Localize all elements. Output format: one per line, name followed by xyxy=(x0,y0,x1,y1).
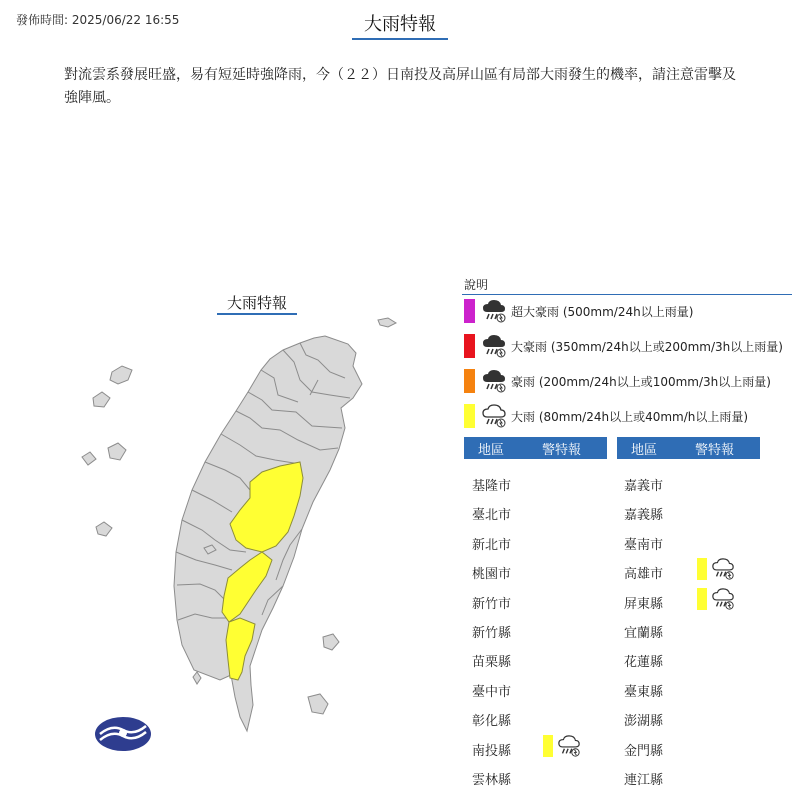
region-name: 彰化縣 xyxy=(472,714,512,729)
header-warning: 警特報 xyxy=(542,442,582,458)
heavy-rain-warning xyxy=(543,734,581,758)
region-name: 臺東縣 xyxy=(624,685,664,700)
cwa-logo-icon xyxy=(95,717,151,751)
legend-label: 大豪雨 (350mm/24h以上或200mm/3h以上雨量) xyxy=(511,339,783,354)
heavy-rain-warning xyxy=(697,587,735,611)
map-title: 大雨特報 xyxy=(217,293,297,315)
region-name: 澎湖縣 xyxy=(624,714,664,729)
heavy-rain-icon xyxy=(557,734,581,758)
issue-time: 發佈時間: 2025/06/22 16:55 xyxy=(16,13,180,27)
warning-swatch xyxy=(543,735,553,757)
legend-swatch xyxy=(464,369,475,393)
region-name: 連江縣 xyxy=(624,773,664,788)
torrential-rain-icon xyxy=(481,298,507,324)
region-name: 宜蘭縣 xyxy=(624,626,664,641)
region-name: 嘉義縣 xyxy=(624,508,664,523)
region-name: 花蓮縣 xyxy=(624,655,664,670)
region-name: 臺北市 xyxy=(472,508,512,523)
page-title: 大雨特報 xyxy=(352,12,448,40)
orchid-island xyxy=(308,694,328,714)
region-name: 南投縣 xyxy=(472,744,512,759)
matsu-island xyxy=(378,318,396,327)
legend-item-extreme-torrential xyxy=(464,298,693,324)
legend-item-super-torrential xyxy=(464,333,783,359)
kinmen-island xyxy=(110,366,132,384)
legend-label: 豪雨 (200mm/24h以上或100mm/3h以上雨量) xyxy=(511,374,771,389)
region-name: 苗栗縣 xyxy=(472,655,512,670)
torrential-rain-icon xyxy=(481,333,507,359)
legend-swatch xyxy=(464,404,475,428)
torrential-rain-icon xyxy=(481,368,507,394)
heavy-rain-warning xyxy=(697,557,735,581)
legend-label: 大雨 (80mm/24h以上或40mm/h以上雨量) xyxy=(511,409,749,424)
liuqiu-island xyxy=(193,672,201,684)
warning-swatch xyxy=(697,588,707,610)
heavy-rain-icon xyxy=(711,587,735,611)
region-name: 高雄市 xyxy=(624,567,664,582)
header-region: 地區 xyxy=(478,442,505,458)
green-island xyxy=(323,634,339,650)
region-name: 屏東縣 xyxy=(624,597,664,612)
penghu-island-2 xyxy=(108,443,126,460)
penghu-island-4 xyxy=(96,522,112,536)
region-name: 臺中市 xyxy=(472,685,512,700)
legend-swatch xyxy=(464,334,475,358)
region-name: 新竹縣 xyxy=(472,626,512,641)
region-name: 桃園市 xyxy=(472,567,512,582)
region-name: 金門縣 xyxy=(624,744,664,759)
region-name: 新北市 xyxy=(472,538,512,553)
table-header-left xyxy=(464,437,607,459)
legend-label: 超大豪雨 (500mm/24h以上雨量) xyxy=(511,304,694,319)
penghu-island-3 xyxy=(82,452,96,465)
legend-divider xyxy=(462,294,792,295)
warning-swatch xyxy=(697,558,707,580)
region-name: 雲林縣 xyxy=(472,773,512,788)
legend-item-heavy-rain xyxy=(464,403,748,429)
region-name: 基隆市 xyxy=(472,479,512,494)
legend-item-torrential xyxy=(464,368,771,394)
heavy-rain-icon xyxy=(711,557,735,581)
legend-title: 說明 xyxy=(464,278,489,292)
region-name: 嘉義市 xyxy=(624,479,664,494)
penghu-island-1 xyxy=(93,392,110,407)
table-header-right xyxy=(617,437,760,459)
legend-swatch xyxy=(464,299,475,323)
region-name: 新竹市 xyxy=(472,597,512,612)
header-warning: 警特報 xyxy=(695,442,735,458)
warning-summary: 對流雲系發展旺盛，易有短延時強降雨，今（２２）日南投及高屏山區有局部大雨發生的機率，請注意雷擊及強陣風。 xyxy=(64,67,736,106)
header-region: 地區 xyxy=(631,442,658,458)
region-name: 臺南市 xyxy=(624,538,664,553)
heavy-rain-icon xyxy=(481,403,507,429)
